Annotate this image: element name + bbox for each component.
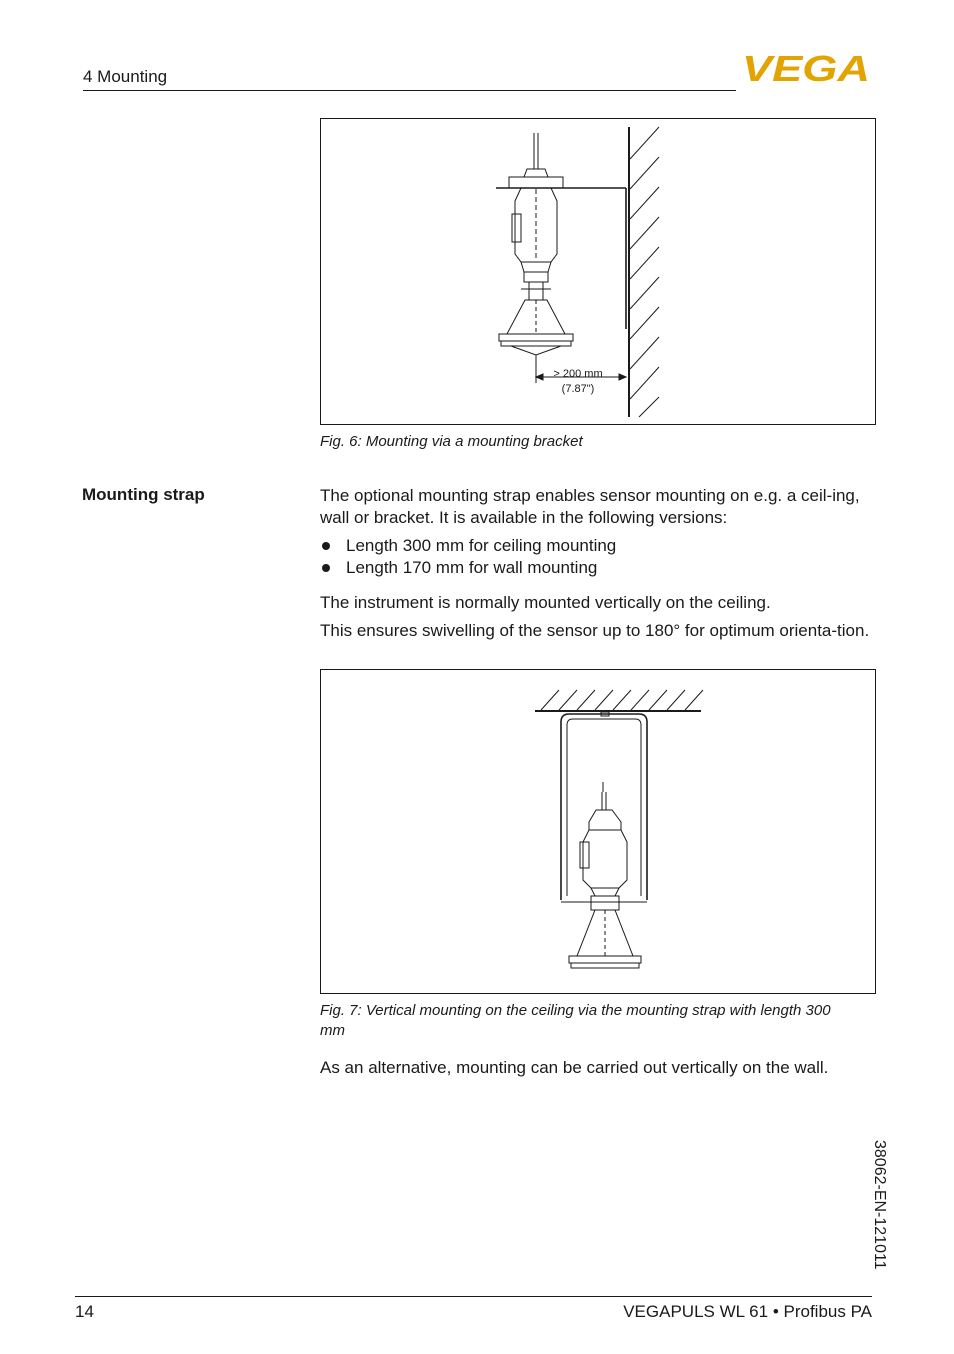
side-heading: Mounting strap <box>82 485 205 504</box>
footer-rule <box>75 1296 872 1297</box>
figure-ceiling-strap <box>320 669 876 994</box>
vega-logo-text: VEGA <box>742 52 870 84</box>
ceiling-strap-drawing <box>321 670 875 993</box>
intro-paragraph: The optional mounting strap enables sensor mounting on e.g. a ceil-ing, wall or bracket. It is available in the following versions: <box>320 486 860 527</box>
wall-hatching <box>630 127 659 417</box>
list-item: Length 300 mm for ceiling mounting <box>320 535 616 557</box>
ceiling-paragraph: The instrument is normally mounted vertically on the ceiling. <box>320 593 771 612</box>
page-number: 14 <box>75 1302 94 1321</box>
header-rule <box>83 90 736 91</box>
figure6-caption: Fig. 6: Mounting via a mounting bracket <box>320 433 583 450</box>
vega-logo <box>742 52 872 84</box>
dimension-label-inch: (7.87") <box>561 383 595 395</box>
footer-product-title: VEGAPULS WL 61 • Profibus PA <box>623 1302 872 1321</box>
figure7-caption: Fig. 7: Vertical mounting on the ceiling via the mounting strap with length 300 mm <box>320 1002 831 1039</box>
ceiling-hatching <box>541 690 703 710</box>
document-id: 38062-EN-121011 <box>871 1140 888 1270</box>
figure-mounting-bracket <box>320 118 876 425</box>
swivel-paragraph: This ensures swivelling of the sensor up to 180° for optimum orienta-tion. <box>320 621 870 640</box>
dimension-label-mm: > 200 mm <box>553 368 603 380</box>
version-list <box>320 535 616 579</box>
mounting-bracket-drawing <box>321 119 875 424</box>
section-header: 4 Mounting <box>83 67 168 86</box>
list-item: Length 170 mm for wall mounting <box>320 557 616 579</box>
alternative-paragraph: As an alternative, mounting can be carried out vertically on the wall. <box>320 1058 829 1077</box>
